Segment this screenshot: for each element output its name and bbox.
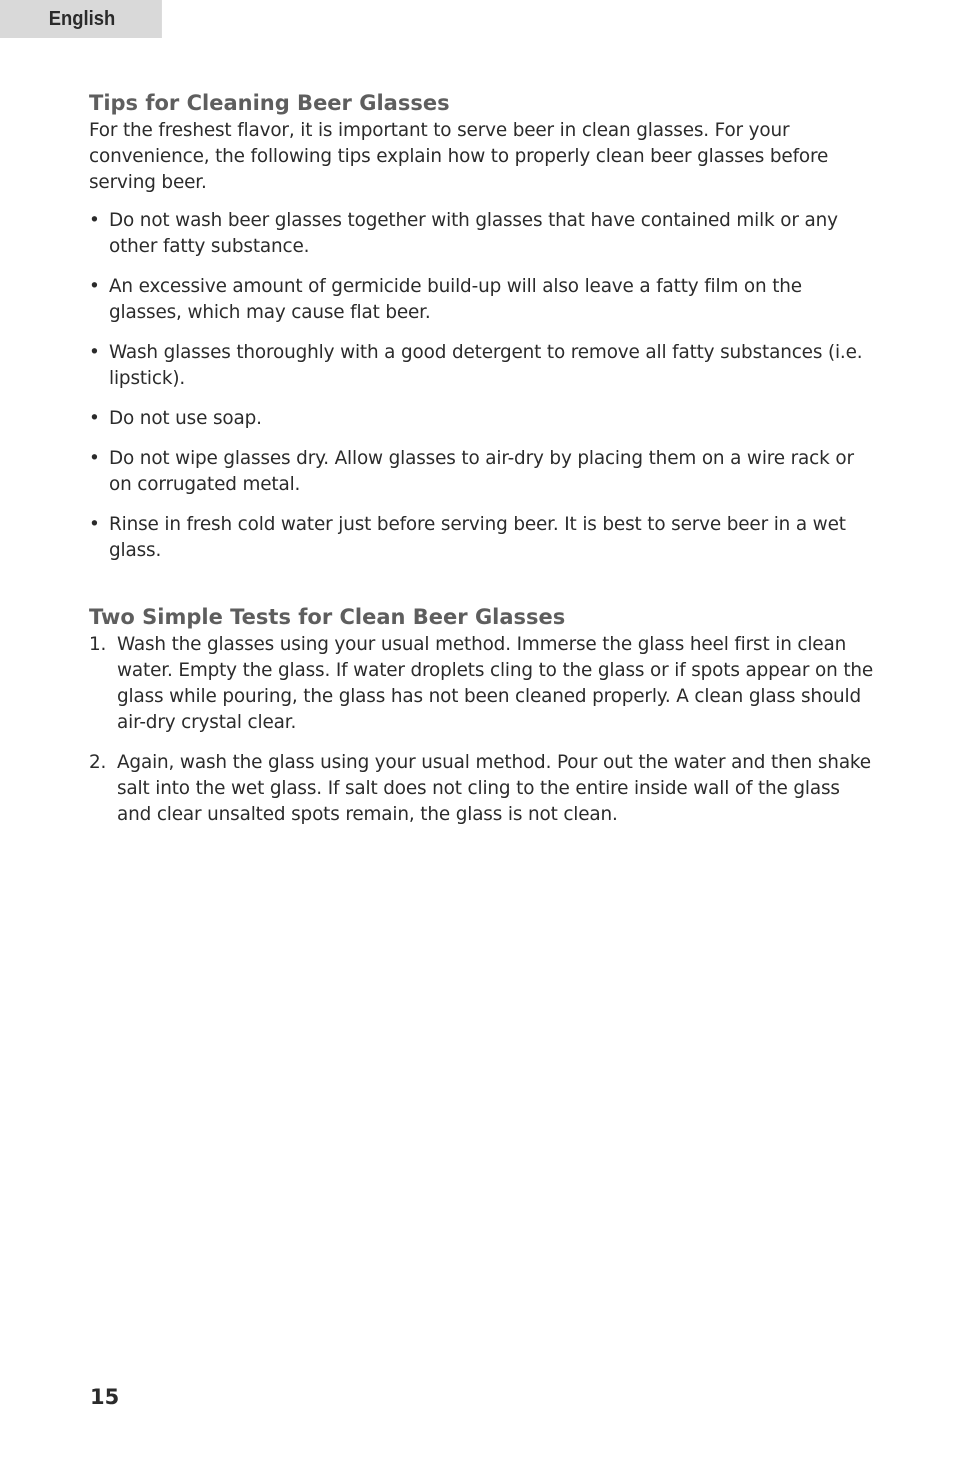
step-text: Wash the glasses using your usual method. Immerse the glass heel first in clean water. Empty the glass. If water droplets cling to the glass or if spots appear on the glass while pouring, the glass has not been cleaned properly. A clean glass should air-dry crystal clear. [117,634,874,733]
list-item-text: Do not wipe glasses dry. Allow glasses to air-dry by placing them on a wire rack or on corrugated metal. [109,448,854,495]
list-item-text: Do not wash beer glasses together with glasses that have contained milk or any other fatty substance. [109,210,838,257]
page-number: 15 [90,1385,120,1409]
bullet-icon: • [89,514,100,535]
list-item [89,632,879,736]
section-cleaning-tips [89,88,879,564]
page-content [89,88,879,842]
list-item-text: Rinse in fresh cold water just before serving beer. It is best to serve beer in a wet glass. [109,514,846,561]
list-item-text: Do not use soap. [109,408,262,429]
bullet-icon: • [89,342,100,363]
section-title-clean-glass-tests: Two Simple Tests for Clean Beer Glasses [89,605,566,629]
list-item [89,512,879,564]
list-item [89,446,879,498]
bullet-icon: • [89,448,100,469]
bullet-icon: • [89,210,100,231]
intro-paragraph: For the freshest flavor, it is important to serve beer in clean glasses. For your convenience, the following tips explain how to properly clean beer glasses before serving beer. [89,120,829,193]
list-item-text: Wash glasses thoroughly with a good detergent to remove all fatty substances (i.e. lipstick). [109,342,863,389]
tests-list [89,632,879,828]
step-number: 1. [89,634,107,655]
list-item [89,274,879,326]
bullet-icon: • [89,408,100,429]
tips-list [89,208,879,564]
list-item [89,406,879,432]
list-item [89,208,879,260]
list-item [89,750,879,828]
section-title-cleaning-tips: Tips for Cleaning Beer Glasses [89,91,450,115]
list-item [89,340,879,392]
bullet-icon: • [89,276,100,297]
language-tab: English [0,0,162,38]
section-clean-glass-tests [89,602,879,828]
step-text: Again, wash the glass using your usual method. Pour out the water and then shake salt into the wet glass. If salt does not cling to the entire inside wall of the glass and clear unsalted spots remain, the glass is not clean. [117,752,871,825]
step-number: 2. [89,752,107,773]
list-item-text: An excessive amount of germicide build-up will also leave a fatty film on the glasses, which may cause flat beer. [109,276,802,323]
